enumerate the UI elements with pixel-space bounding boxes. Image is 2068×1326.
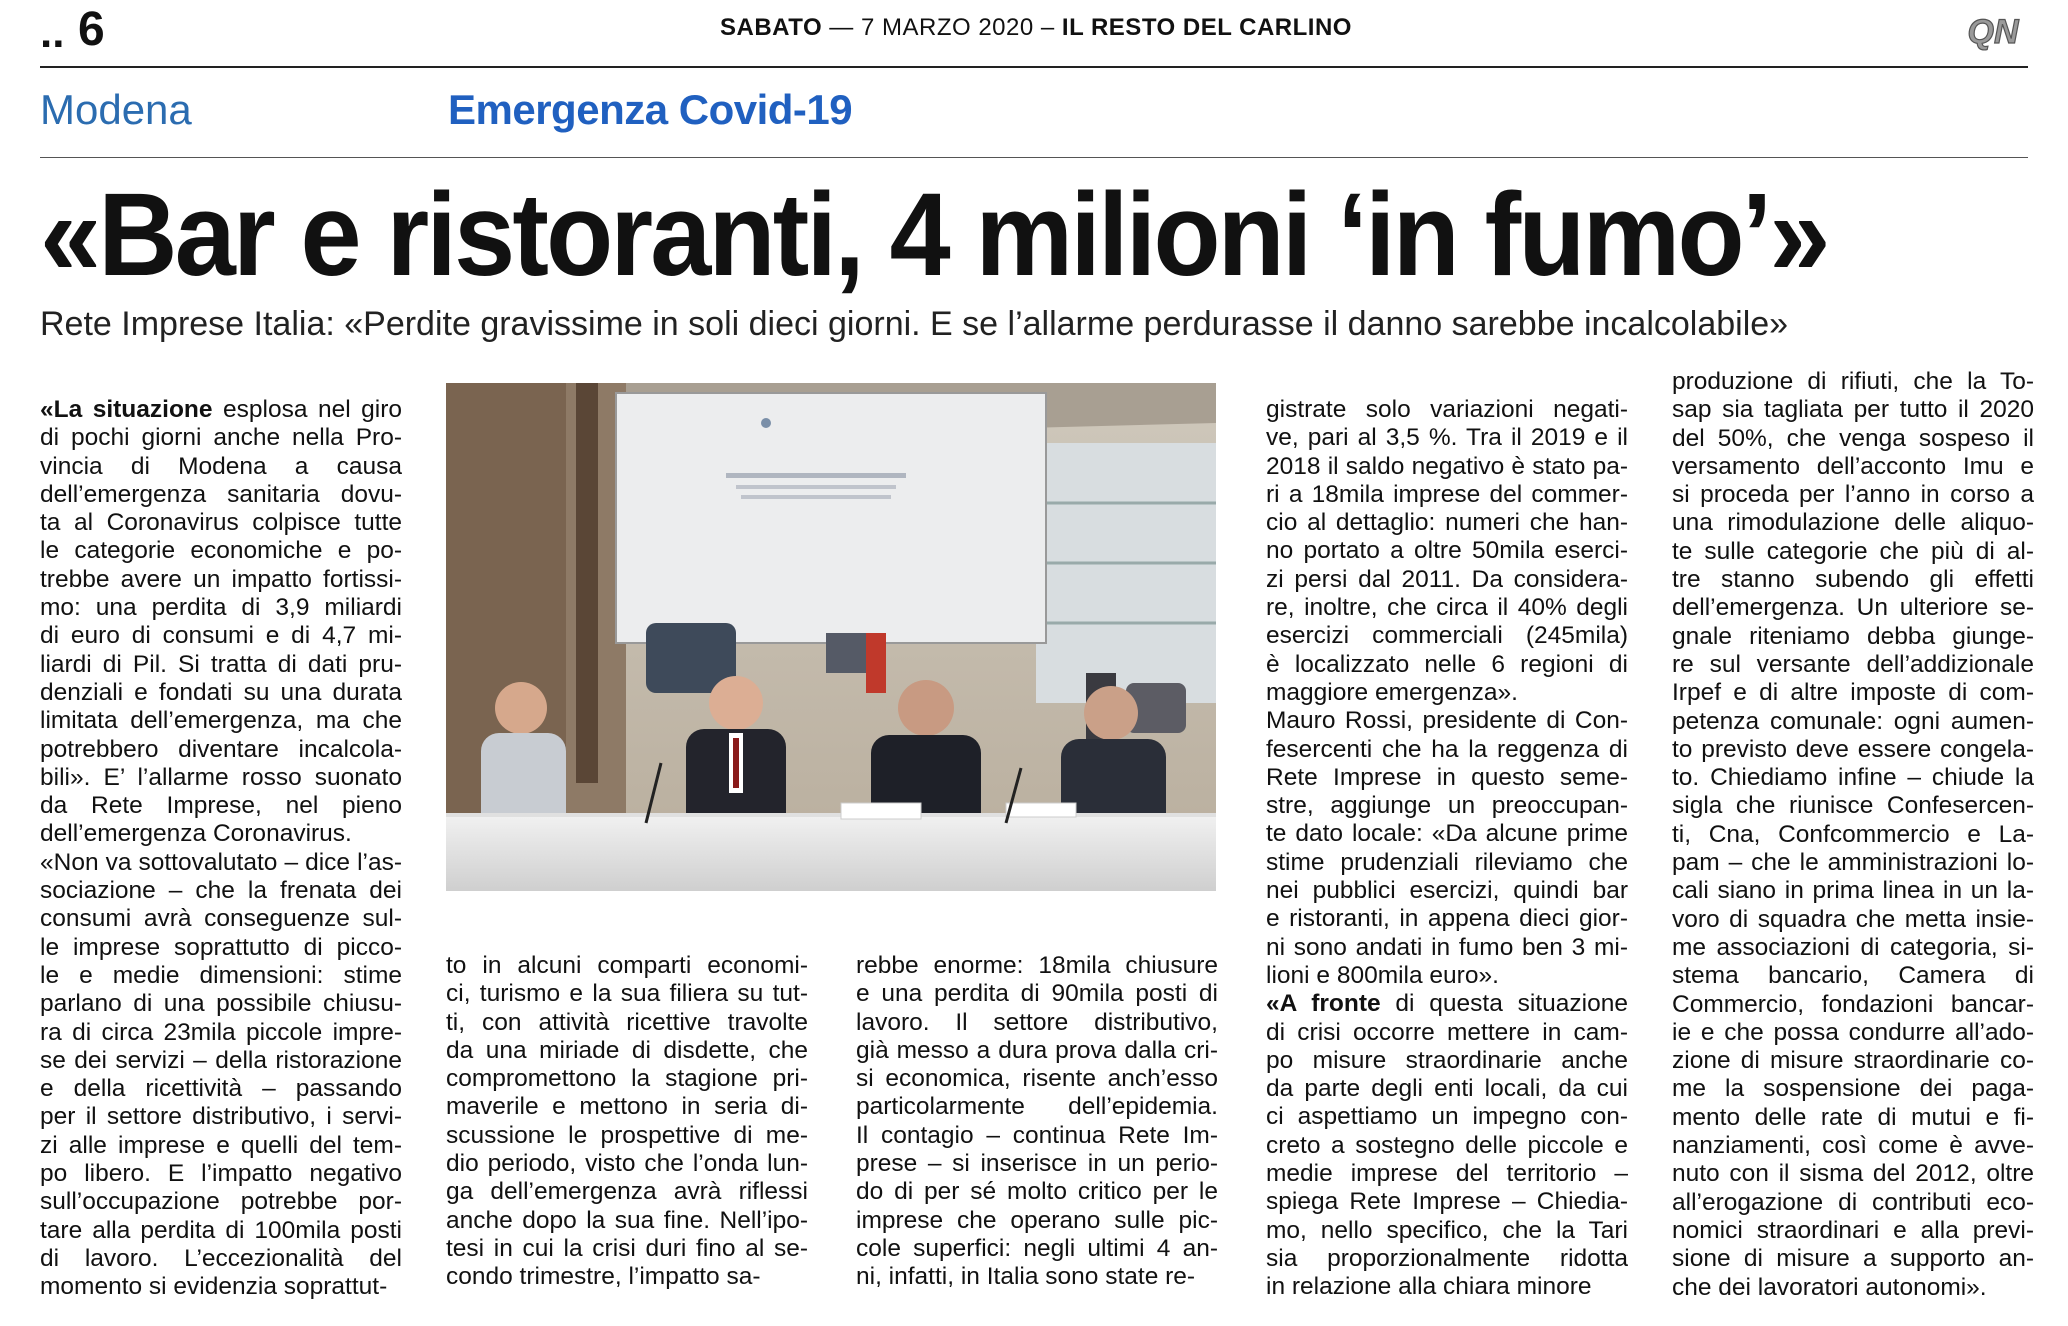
- article-line: denziali e fondati su una durata: [40, 678, 402, 706]
- article-line: cio al dettaglio: numeri che han-: [1266, 509, 1628, 537]
- article-line: sull’occupazione potrebbe por-: [40, 1188, 402, 1216]
- article-line: zi persi dal 2011. Da considera-: [1266, 565, 1628, 593]
- kicker: Emergenza Covid-19: [448, 86, 853, 133]
- kicker-rule: [40, 157, 2028, 158]
- article-line: te sulle categorie che più di al-: [1672, 537, 2034, 565]
- article-line: liardi di Pil. Si tratta di dati pru-: [40, 650, 402, 678]
- article-line: del 50%, che venga sospeso il: [1672, 424, 2034, 452]
- article-line: rebbe enorme: 18mila chiusure: [856, 952, 1218, 979]
- article-line: gistrate solo variazioni negati-: [1266, 396, 1628, 423]
- article-line: Commercio, fondazioni bancar-: [1672, 990, 2034, 1018]
- article-line: spiega Rete Imprese – Chiedia-: [1266, 1188, 1628, 1216]
- article-line: ga dell’emergenza avrà riflessi: [446, 1178, 808, 1206]
- masthead-day: SABATO: [720, 14, 823, 41]
- article-line: to previsto deve essere congela-: [1672, 735, 2034, 763]
- article-line: petenza comunale: ogni aumen-: [1672, 707, 2034, 735]
- header-rule: [40, 66, 2028, 68]
- section-label: Modena: [40, 86, 192, 133]
- article-line: ti, Cna, Confcommercio e La-: [1672, 820, 2034, 848]
- masthead-sep1: —: [829, 14, 854, 41]
- lead-bold: «La situazione: [40, 396, 213, 423]
- article-line: particolarmente dell’epidemia.: [856, 1093, 1218, 1121]
- article-line: nanziamenti, così come è avve-: [1672, 1132, 2034, 1160]
- article-line: sap sia tagliata per tutto il 2020: [1672, 396, 2034, 424]
- article-line: consumi avrà conseguenze sul-: [40, 905, 402, 933]
- article-line: sigla che riunisce Confesercen-: [1672, 792, 2034, 820]
- article-line: stime prudenziali rileviamo che: [1266, 848, 1628, 876]
- article-line: in relazione alla chiara minore: [1266, 1273, 1592, 1301]
- article-line: produzione di rifiuti, che la To-: [1672, 368, 2034, 395]
- article-line: ie e che possa condurre all’ado-: [1672, 1018, 2034, 1046]
- article-line: «Non va sottovalutato – dice l’as-: [40, 848, 402, 876]
- article-line: zione di misure straordinarie co-: [1672, 1047, 2034, 1075]
- column-3-lines: [856, 952, 1218, 1292]
- article-line: ve, pari al 3,5 %. Tra il 2019 e il: [1266, 424, 1628, 452]
- article-line: stema bancario, Camera di: [1672, 962, 2034, 990]
- masthead-sep2: –: [1040, 14, 1055, 41]
- column-3: [856, 952, 1218, 1292]
- article-line: e della ricettività – passando: [40, 1075, 402, 1103]
- article-line: Irpef e di altre imposte di com-: [1672, 679, 2034, 707]
- article-line: po misure straordinarie anche: [1266, 1046, 1628, 1074]
- masthead-paper: IL RESTO DEL CARLINO: [1061, 14, 1352, 41]
- article-line: dio periodo, visto che l’onda lun-: [446, 1150, 808, 1178]
- article-line: nuto con il sisma del 2012, oltre: [1672, 1160, 2034, 1188]
- article-line: di euro di consumi e di 4,7 mi-: [40, 622, 402, 650]
- article-line: da parte degli enti locali, da cui: [1266, 1075, 1628, 1103]
- article-line: le categorie economiche e po-: [40, 537, 402, 565]
- subhead: Rete Imprese Italia: «Perdite gravissime in soli dieci giorni. E se l’allarme perdurasse il danno sarebbe incalcolabile»: [40, 305, 1789, 343]
- article-line: 2018 il saldo negativo è stato pa-: [1266, 452, 1628, 480]
- article-line: potrebbero diventare incalcola-: [40, 735, 402, 763]
- article-line: mo: una perdita di 3,9 miliardi: [40, 594, 402, 622]
- article-line: versamento dell’acconto Imu e: [1672, 452, 2034, 480]
- article-line: no portato a oltre 50mila eserci-: [1266, 537, 1628, 565]
- article-line: ti, con attività ricettive travolte: [446, 1008, 808, 1036]
- paragraph-lead: [40, 396, 402, 424]
- column-4-lines-a: [1266, 396, 1628, 990]
- article-line: to in alcuni comparti economi-: [446, 952, 808, 979]
- article-line: sione di misure a supporto an-: [1672, 1245, 2034, 1273]
- article-line: voro di squadra che metta insie-: [1672, 905, 2034, 933]
- article-line: sia proporzionalmente ridotta: [1266, 1244, 1628, 1272]
- article-line: zi alle imprese e quelli del tem-: [40, 1131, 402, 1159]
- article-line: stre, aggiunge un preoccupan-: [1266, 792, 1628, 820]
- qn-logo-text: QN: [1967, 13, 2019, 51]
- article-line: vincia di Modena a causa: [40, 452, 402, 480]
- column-1: [40, 396, 402, 1302]
- article-line: do di per sé molto critico per le: [856, 1178, 1218, 1206]
- article-line: di crisi occorre mettere in cam-: [1266, 1018, 1628, 1046]
- article-line: da Rete Imprese, nel pieno: [40, 792, 402, 820]
- column-5-lines: [1672, 368, 2034, 1302]
- column-5: [1672, 368, 2034, 1302]
- article-photo: [446, 383, 1216, 891]
- lead-rest: esplosa nel giro: [212, 396, 402, 423]
- article-line: limitata dell’emergenza, ma che: [40, 707, 402, 735]
- column-1-lines: [40, 424, 402, 1301]
- article-line: trebbe avere un impatto fortissi-: [40, 565, 402, 593]
- article-line: anche dopo la sua fine. Nell’ipo-: [446, 1206, 808, 1234]
- article-line: creto a sostegno delle piccole e: [1266, 1131, 1628, 1159]
- article-line: Rete Imprese in questo seme-: [1266, 763, 1628, 791]
- article-line: è localizzato nelle 6 regioni di: [1266, 650, 1628, 678]
- article-line: se dei servizi – della ristorazione: [40, 1046, 402, 1074]
- article-line: pam – che le amministrazioni lo-: [1672, 849, 2034, 877]
- article-line: da una miriade di disdette, che: [446, 1036, 808, 1064]
- article-line: scussione le prospettive di me-: [446, 1121, 808, 1149]
- masthead: [720, 14, 1352, 42]
- article-line: lavoro. Il settore distributivo,: [856, 1008, 1218, 1036]
- article-line: mento delle rate di mutui e fi-: [1672, 1103, 2034, 1131]
- article-line: ni sono andati in fumo ben 3 mi-: [1266, 933, 1628, 961]
- article-line: bili». E’ l’allarme rosso suonato: [40, 763, 402, 791]
- article-line: sociazione – che la frenata dei: [40, 877, 402, 905]
- paragraph-lead-2: [1266, 990, 1628, 1018]
- article-line: ra di circa 23mila piccole impre-: [40, 1018, 402, 1046]
- article-line: di pochi giorni anche nella Pro-: [40, 424, 402, 452]
- column-4: [1266, 396, 1628, 1302]
- article-line: Mauro Rossi, presidente di Con-: [1266, 707, 1628, 735]
- article-line: cole superfici: negli ultimi 4 an-: [856, 1234, 1218, 1262]
- article-line: Il contagio – continua Rete Im-: [856, 1121, 1218, 1149]
- article-line: di lavoro. L’eccezionalità del: [40, 1244, 402, 1272]
- article-line: lioni e 800mila euro».: [1266, 961, 1499, 989]
- article-line: e una perdita di 90mila posti di: [856, 980, 1218, 1008]
- article-line: una rimodulazione delle aliquo-: [1672, 509, 2034, 537]
- article-line: si economica, risente anch’esso: [856, 1065, 1218, 1093]
- article-line: esercizi commerciali (245mila): [1266, 622, 1628, 650]
- article-line: condo trimestre, l’impatto sa-: [446, 1263, 761, 1291]
- lead-2-rest: di questa situazione: [1380, 990, 1628, 1018]
- article-line: le imprese soprattutto di picco-: [40, 933, 402, 961]
- article-line: tesi in cui la crisi duri fino al se-: [446, 1234, 808, 1262]
- article-line: po libero. E l’impatto negativo: [40, 1160, 402, 1188]
- article-line: nomici straordinari e alla previ-: [1672, 1216, 2034, 1244]
- column-2-lines: [446, 952, 808, 1292]
- qn-logo-icon: [1950, 12, 2036, 52]
- article-line: per il settore distributivo, i servi-: [40, 1103, 402, 1131]
- article-line: ci, turismo e la sua filiera su tut-: [446, 980, 808, 1008]
- article-line: ni, infatti, in Italia sono state re-: [856, 1263, 1196, 1291]
- article-line: parlano di una possibile chiusu-: [40, 990, 402, 1018]
- article-line: dell’emergenza sanitaria dovu-: [40, 480, 402, 508]
- article-line: tare alla perdita di 100mila posti: [40, 1216, 402, 1244]
- article-line: compromettono la stagione pri-: [446, 1065, 808, 1093]
- article-line: me associazioni di categoria, si-: [1672, 933, 2034, 961]
- article-line: re sul versante dell’addizionale: [1672, 650, 2034, 678]
- page-number: 6: [78, 3, 105, 56]
- column-2: [446, 952, 808, 1292]
- article-line: ri a 18mila imprese del commer-: [1266, 480, 1628, 508]
- article-line: e ristoranti, in appena dieci gior-: [1266, 905, 1628, 933]
- article-line: già messo a dura prova dalla cri-: [856, 1036, 1218, 1064]
- article-line: all’erogazione di contributi eco-: [1672, 1188, 2034, 1216]
- article-line: re, inoltre, che circa il 40% degli: [1266, 594, 1628, 622]
- article-line: medie imprese del territorio –: [1266, 1160, 1628, 1188]
- article-line: to. Chiediamo infine – chiude la: [1672, 764, 2034, 792]
- article-line: fesercenti che ha la reggenza di: [1266, 735, 1628, 763]
- article-line: maverile e mettono in seria di-: [446, 1093, 808, 1121]
- article-line: che dei lavoratori autonomi».: [1672, 1273, 1987, 1301]
- article-line: si proceda per l’anno in corso a: [1672, 481, 2034, 509]
- article-line: tre stanno subendo gli effetti: [1672, 566, 2034, 594]
- article-line: mo, nello specifico, che la Tari: [1266, 1216, 1628, 1244]
- article-line: gnale riteniamo debba giunge-: [1672, 622, 2034, 650]
- article-line: maggiore emergenza».: [1266, 678, 1518, 706]
- masthead-date: 7 MARZO 2020: [860, 14, 1034, 41]
- article-line: me la sospensione dei paga-: [1672, 1075, 2034, 1103]
- article-line: ci aspettiamo un impegno con-: [1266, 1103, 1628, 1131]
- article-line: momento si evidenzia soprattut-: [40, 1273, 388, 1301]
- article-line: imprese che operano sulle pic-: [856, 1206, 1218, 1234]
- article-line: dell’emergenza. Un ulteriore se-: [1672, 594, 2034, 622]
- lead-2-bold: «A fronte: [1266, 990, 1381, 1018]
- article-line: le e medie dimensioni: stime: [40, 961, 402, 989]
- headline: «Bar e ristoranti, 4 milioni ‘in fumo’»: [40, 169, 1828, 301]
- article-line: dell’emergenza Coronavirus.: [40, 820, 352, 848]
- article-line: cali siano in prima linea in un la-: [1672, 877, 2034, 905]
- page-dots: ..: [40, 8, 65, 57]
- article-line: nei pubblici esercizi, quindi bar: [1266, 877, 1628, 905]
- column-4-lines-b: [1266, 1019, 1628, 1302]
- article-line: te dato locale: «Da alcune prime: [1266, 820, 1628, 848]
- article-line: prese – si inserisce in un perio-: [856, 1150, 1218, 1178]
- article-line: ta al Coronavirus colpisce tutte: [40, 509, 402, 537]
- press-conference-photo-icon: [446, 383, 1216, 891]
